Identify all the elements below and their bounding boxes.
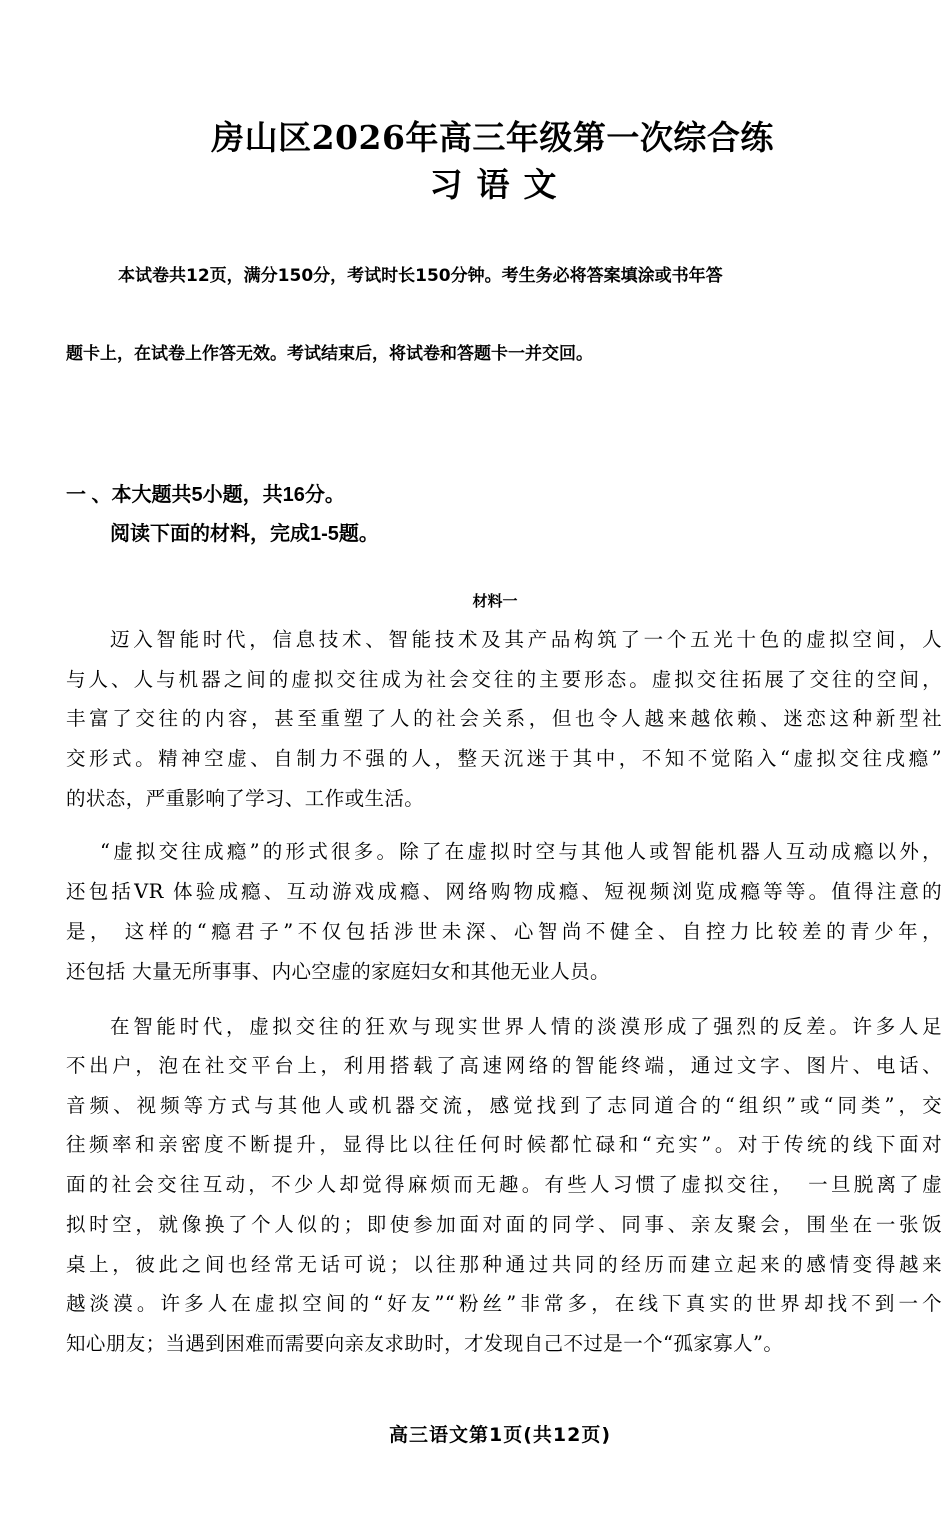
paragraph-line: “虚拟交往成瘾”的形式很多。除了在虚拟时空与其他人或智能机器人互动成瘾以外， xyxy=(100,840,942,863)
paragraph-line: 音频、视频等方式与其他人或机器交流，感觉找到了志同道合的“组织”或“同类”，交 xyxy=(66,1094,942,1117)
paragraph-line: 拟时空，就像换了个人似的；即使参加面对面的同学、同事、亲友聚会，围坐在一张饭 xyxy=(66,1213,942,1236)
paragraph-line: 交形式。精神空虚、自制力不强的人，整天沉迷于其中，不知不觉陷入“虚拟交往戌瘾” xyxy=(66,747,942,770)
paragraph-line: 面的社会交往互动，不少人却觉得麻烦而无趣。有些人习惯了虚拟交往， 一旦脱离了虚 xyxy=(66,1173,942,1196)
paragraph-line: 丰富了交往的内容，甚至重塑了人的社会关系，但也令人越来越依赖、迷恋这种新型社 xyxy=(66,707,942,730)
paragraph-line: 越淡漠。许多人在虚拟空间的“好友”“粉丝”非常多，在线下真实的世界却找不到一个 xyxy=(66,1292,942,1315)
paragraph-line: 不出户，泡在社交平台上，利用搭载了高速网络的智能终端，通过文字、图片、电话、 xyxy=(66,1054,942,1077)
page-footer: 高三语文第1页(共12页) xyxy=(388,1424,612,1446)
page-title-line2: 习语文 xyxy=(429,165,571,204)
page-title-line1: 房山区2026年高三年级第一次综合练 xyxy=(211,118,774,157)
paragraph-line: 还包括 大量无所事事、内心空虚的家庭妇女和其他无业人员。 xyxy=(66,960,610,983)
section-heading: 一 、本大题共5小题，共16分。 xyxy=(66,484,345,506)
paragraph-line: 迈入智能时代，信息技术、智能技术及其产品构筑了一个五光十色的虚拟空间，人 xyxy=(110,628,942,651)
paragraph-line: 桌上，彼此之间也经常无话可说；以往那种通过共同的经历而建立起来的感情变得越来 xyxy=(66,1253,942,1276)
exam-notice-line1: 本试卷共12页，满分150分，考试时长150分钟。考生务必将答案填涂或书年答 xyxy=(118,266,723,286)
paragraph-line: 知心朋友；当遇到困难而需要向亲友求助时，才发现自己不过是一个“孤家寡人”。 xyxy=(66,1332,784,1355)
exam-notice-line2: 题卡上，在试卷上作答无效。考试结束后，将试卷和答题卡一并交回。 xyxy=(66,344,593,364)
section-instruction: 阅读下面的材料，完成1-5题。 xyxy=(110,523,379,545)
paragraph-line: 还包括VR 体验成瘾、互动游戏成瘾、网络购物成瘾、短视频浏览成瘾等等。值得注意的 xyxy=(66,880,942,903)
paragraph-line: 的状态，严重影响了学习、工作或生活。 xyxy=(66,787,425,810)
paragraph-line: 往频率和亲密度不断提升，显得比以往任何时候都忙碌和“充实”。对于传统的线下面对 xyxy=(66,1133,942,1156)
material-title: 材料一 xyxy=(472,592,518,610)
paragraph-line: 与人、人与机器之间的虚拟交往成为社会交往的主要形态。虚拟交往拓展了交往的空间， xyxy=(66,668,942,691)
paragraph-line: 是， 这样的“瘾君子”不仅包括涉世未深、心智尚不健全、自控力比较差的青少年， xyxy=(66,920,942,943)
paragraph-line: 在智能时代，虚拟交往的狂欢与现实世界人情的淡漠形成了强烈的反差。许多人足 xyxy=(110,1015,942,1038)
